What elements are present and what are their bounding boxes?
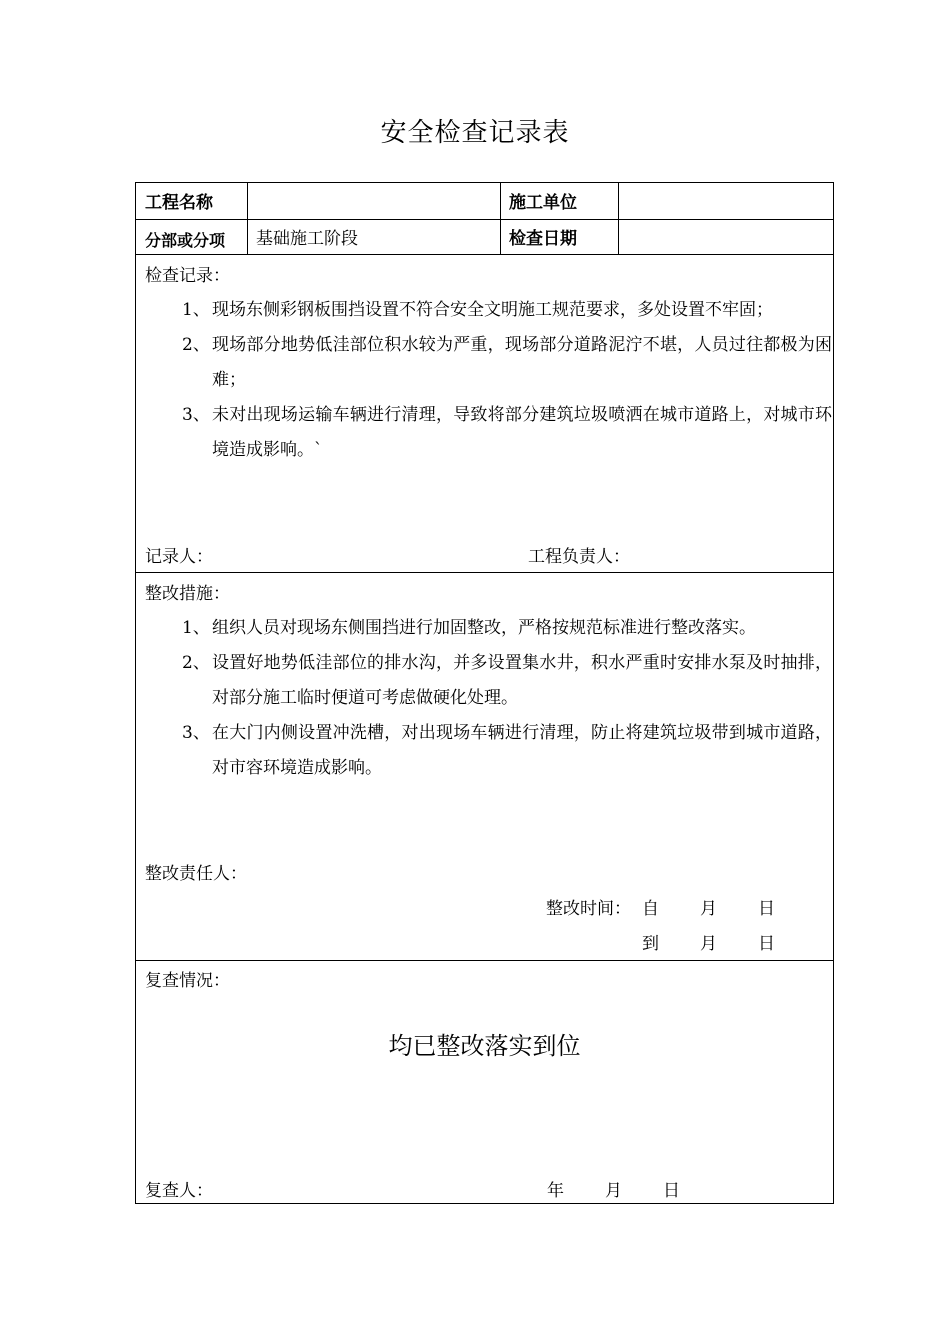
project-name-label: 工程名称	[145, 193, 213, 213]
reviewer-label: 复查人：	[145, 1181, 213, 1201]
rectification-item	[182, 716, 832, 786]
inspection-heading: 检查记录：	[145, 266, 230, 286]
recorder-label: 记录人：	[145, 547, 213, 567]
item-text: 现场东侧彩钢板围挡设置不符合安全文明施工规范要求，多处设置不牢固；	[212, 300, 773, 320]
item-number: 2、	[182, 653, 210, 673]
project-leader-label: 工程负责人：	[528, 547, 630, 567]
to-label: 到	[642, 934, 659, 954]
item-text: 未对出现场运输车辆进行清理，导致将部分建筑垃圾喷洒在城市道路上，对城市环境造成影响。`	[212, 405, 832, 460]
month-label: 月	[700, 899, 717, 919]
year-label: 年	[547, 1181, 564, 1201]
item-text: 在大门内侧设置冲洗槽，对出现场车辆进行清理，防止将建筑垃圾带到城市道路，对市容环境造成影响。	[212, 723, 832, 778]
page-title: 安全检查记录表	[380, 118, 570, 148]
review-result: 均已整改落实到位	[388, 1032, 581, 1060]
inspection-form	[135, 182, 834, 1204]
month-label: 月	[605, 1181, 622, 1201]
day-label: 日	[663, 1181, 680, 1201]
column-divider	[500, 183, 501, 254]
row-divider	[136, 254, 833, 255]
from-label: 自	[642, 899, 659, 919]
section-divider	[136, 960, 833, 961]
item-number: 3、	[182, 723, 210, 743]
column-divider	[618, 183, 619, 254]
inspection-item	[182, 293, 832, 328]
day-label: 日	[758, 934, 775, 954]
month-label: 月	[700, 934, 717, 954]
item-text: 设置好地势低洼部位的排水沟，并多设置集水井，积水严重时安排水泵及时抽排，对部分施工临时便道可考虑做硬化处理。	[212, 653, 832, 708]
responsible-person-label: 整改责任人：	[145, 864, 247, 884]
inspection-item	[182, 398, 832, 468]
item-number: 1、	[182, 618, 210, 638]
item-number: 2、	[182, 335, 210, 355]
review-heading: 复查情况：	[145, 971, 230, 991]
construction-unit-label: 施工单位	[509, 193, 577, 213]
section-divider	[136, 572, 833, 573]
item-number: 3、	[182, 405, 210, 425]
rectification-item	[182, 611, 832, 646]
item-text: 现场部分地势低洼部位积水较为严重，现场部分道路泥泞不堪，人员过往都极为困难；	[212, 335, 832, 390]
rectification-time-label: 整改时间：	[546, 899, 631, 919]
rectification-item	[182, 646, 832, 716]
row-divider	[136, 219, 833, 220]
inspection-item	[182, 328, 832, 398]
sub-item-field[interactable]: 基础施工阶段	[256, 229, 358, 249]
day-label: 日	[758, 899, 775, 919]
column-divider	[247, 183, 248, 254]
rectification-heading: 整改措施：	[145, 584, 230, 604]
sub-item-label: 分部或分项	[145, 231, 226, 250]
check-date-label: 检查日期	[509, 229, 577, 249]
item-text: 组织人员对现场东侧围挡进行加固整改，严格按规范标准进行整改落实。	[212, 618, 756, 638]
item-number: 1、	[182, 300, 210, 320]
